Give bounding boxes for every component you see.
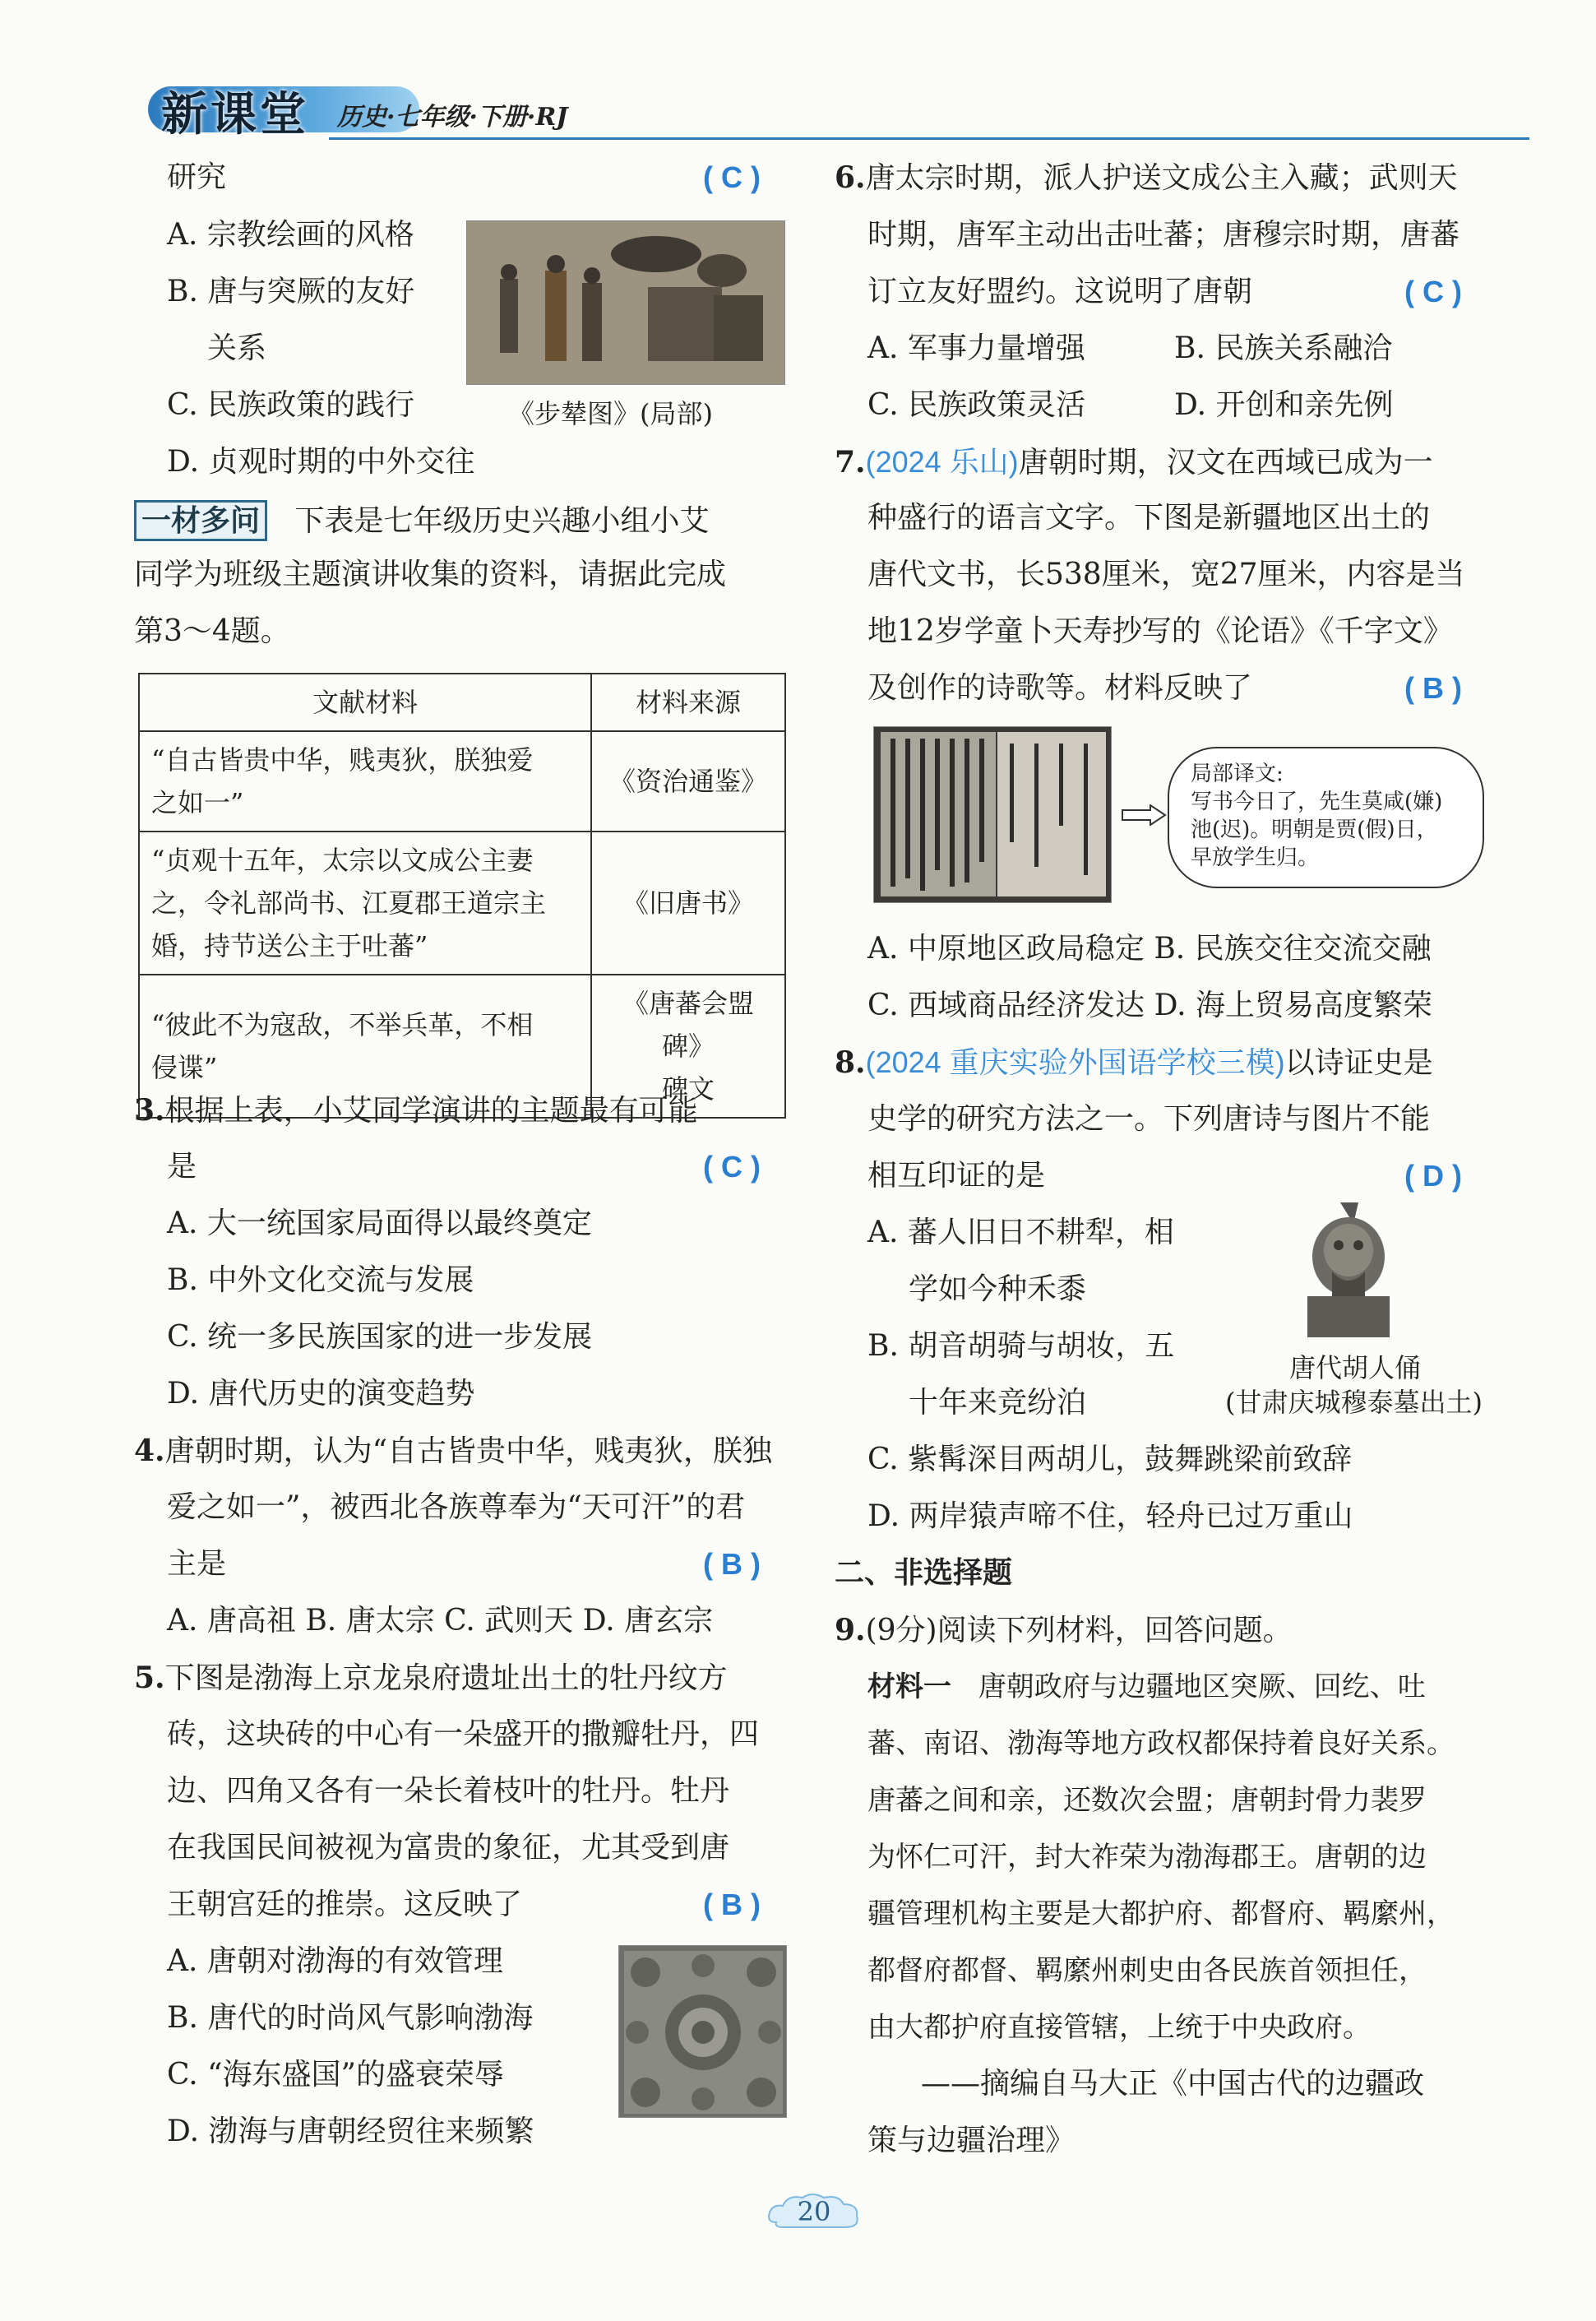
q9-material-line-4: 为怀仁可汗，封大祚荣为渤海郡王。唐朝的边 xyxy=(867,1841,1427,1874)
q5-number: 5. xyxy=(134,1661,165,1695)
cell-line: “自古皆贵中华，贱夷狄，朕独爱 xyxy=(151,744,534,776)
q3-line-1 xyxy=(134,1092,698,1129)
q9-material-line-3: 唐蕃之间和亲，还数次会盟；唐朝封骨力裴罗 xyxy=(867,1784,1427,1817)
q8-line-3: 相互印证的是 xyxy=(867,1159,1046,1193)
q3-number: 3. xyxy=(134,1093,165,1128)
q8-option-b-cont: 十年来竞纷泊 xyxy=(909,1386,1087,1420)
q8-option-a: A. 蕃人旧日不耕犁，相 xyxy=(867,1216,1174,1249)
q2-stem-tail: 研究 xyxy=(167,160,227,194)
q8-source: (2024 重庆实验外国语学校三模) xyxy=(865,1045,1285,1079)
source-table xyxy=(138,673,786,1119)
q9-number: 9. xyxy=(835,1613,866,1647)
q2-option-a: A. 宗教绘画的风格 xyxy=(167,218,414,252)
table-cell-source xyxy=(591,832,785,975)
q9-stem: (9分)阅读下列材料，回答问题。 xyxy=(865,1614,1293,1647)
header xyxy=(132,78,1529,144)
q2-option-b-cont: 关系 xyxy=(207,331,267,365)
q7-options-row-2: C. 西域商品经济发达 D. 海上贸易高度繁荣 xyxy=(867,989,1433,1022)
q5-text-1: 下图是渤海上京龙泉府遗址出土的牡丹纹方 xyxy=(164,1661,728,1695)
q5-line-4: 在我国民间被视为富贵的象征，尤其受到唐 xyxy=(167,1831,730,1865)
q7-line-2: 种盛行的语言文字。下图是新疆地区出土的 xyxy=(867,501,1431,535)
q3-option-d: D. 唐代历史的演变趋势 xyxy=(167,1377,475,1411)
cell-line: 侵谍” xyxy=(151,1052,218,1083)
q9-material-line-7: 由大都护府直接管辖，上统于中央政府。 xyxy=(867,2011,1371,2044)
peony-brick-image xyxy=(618,1945,787,2118)
page-number-badge xyxy=(765,2189,863,2235)
page-number: 20 xyxy=(797,2196,831,2227)
q6-option-a: A. 军事力量增强 xyxy=(867,331,1085,365)
arrow-right-icon xyxy=(1121,804,1167,826)
q3-option-c: C. 统一多民族国家的进一步发展 xyxy=(167,1320,593,1354)
q7-answer: ( B ) xyxy=(1404,671,1462,705)
material-text-1: 唐朝政府与边疆地区突厥、回纥、吐 xyxy=(978,1670,1426,1703)
q8-option-b: B. 胡音胡骑与胡妆，五 xyxy=(867,1329,1175,1363)
intro-line-3: 第3～4题。 xyxy=(134,614,290,648)
q6-option-d: D. 开创和亲先例 xyxy=(1174,388,1394,422)
q5-line-2: 砖，这块砖的中心有一朵盛开的撒瓣牡丹，四 xyxy=(167,1717,760,1751)
q5-line-5: 王朝宫廷的推崇。这反映了 xyxy=(167,1888,523,1921)
intro-line-1 xyxy=(134,500,709,541)
q5-line-1 xyxy=(134,1660,728,1697)
table-cell-text xyxy=(139,832,591,975)
q9-citation-2: 策与边疆治理》 xyxy=(867,2124,1076,2157)
cell-line: 《旧唐书》 xyxy=(622,887,754,919)
q3-text-1: 根据上表，小艾同学演讲的主题最有可能 xyxy=(164,1094,698,1128)
q7-line-1 xyxy=(835,444,1433,481)
q8-number: 8. xyxy=(835,1045,866,1080)
header-divider xyxy=(329,137,1529,140)
q8-answer: ( D ) xyxy=(1404,1159,1462,1193)
table-row xyxy=(139,832,785,975)
table-cell-source xyxy=(591,731,785,832)
table-cell-text xyxy=(139,731,591,832)
bunian-caption: 《步辇图》(局部) xyxy=(508,398,713,429)
q6-line-3: 订立友好盟约。这说明了唐朝 xyxy=(867,275,1253,308)
tang-document-image xyxy=(873,726,1112,903)
q5-line-3: 边、四角又各有一朵长着枝叶的牡丹。牡丹 xyxy=(167,1774,730,1808)
q9-line-1 xyxy=(835,1612,1293,1649)
q9-material-line-5: 疆管理机构主要是大都护府、都督府、羁縻州， xyxy=(867,1897,1455,1930)
intro-text-1: 下表是七年级历史兴趣小组小艾 xyxy=(294,504,710,538)
q5-option-a: A. 唐朝对渤海的有效管理 xyxy=(167,1944,503,1978)
table-header-material: 文献材料 xyxy=(139,674,591,731)
q3-option-a: A. 大一统国家局面得以最终奠定 xyxy=(167,1207,592,1240)
intro-line-2: 同学为班级主题演讲收集的资料，请据此完成 xyxy=(134,558,727,591)
q8-option-c: C. 紫髯深目两胡儿，鼓舞跳梁前致辞 xyxy=(867,1443,1353,1476)
bubble-line: 早放学生归。 xyxy=(1191,845,1320,870)
table-header-source: 材料来源 xyxy=(591,674,785,731)
q3-line-2: 是 xyxy=(167,1150,197,1184)
q6-text-1: 唐太宗时期，派人护送文成公主入藏；武则天 xyxy=(865,161,1458,195)
hu-figurine-image xyxy=(1283,1199,1414,1339)
q4-line-3: 主是 xyxy=(167,1547,227,1581)
q9-material-line-6: 都督府都督、羁縻州刺史由各民族首领担任， xyxy=(867,1954,1427,1987)
q2-option-b: B. 唐与突厥的友好 xyxy=(167,275,415,308)
logo-text: 新课堂 xyxy=(161,88,309,141)
table-header-row xyxy=(139,674,785,731)
q4-text-1: 唐朝时期，认为“自古皆贵中华，贱夷狄，朕独 xyxy=(164,1434,772,1468)
q7-line-3: 唐代文书，长538厘米，宽27厘米，内容是当 xyxy=(867,558,1465,591)
q9-citation-1: ——摘编自马大正《中国古代的边疆政 xyxy=(921,2067,1425,2101)
q5-answer: ( B ) xyxy=(703,1888,761,1921)
cell-line: “彼此不为寇敌，不举兵革，不相 xyxy=(151,1009,534,1040)
q6-number: 6. xyxy=(835,160,866,195)
bubble-line: 局部译文: xyxy=(1191,762,1284,786)
q5-option-c: C. “海东盛国”的盛衰荣辱 xyxy=(167,2058,504,2092)
q7-source: (2024 乐山) xyxy=(865,445,1019,479)
cell-line: 婚，持节送公主于吐蕃” xyxy=(151,930,428,961)
cell-line: 碑文 xyxy=(661,1073,715,1105)
q6-option-b: B. 民族关系融洽 xyxy=(1174,331,1393,365)
figurine-caption-1: 唐代胡人俑 xyxy=(1289,1352,1422,1383)
q4-answer: ( B ) xyxy=(703,1547,761,1581)
cell-line: 《资治通鉴》 xyxy=(608,766,767,797)
q4-line-2: 爱之如一”，被西北各族尊奉为“天可汗”的君 xyxy=(167,1490,746,1524)
q7-line-5: 及创作的诗歌等。材料反映了 xyxy=(867,671,1253,705)
q4-options: A. 唐高祖 B. 唐太宗 C. 武则天 D. 唐玄宗 xyxy=(167,1604,714,1638)
material-label: 材料一 xyxy=(867,1670,951,1703)
q3-answer: ( C ) xyxy=(703,1150,761,1184)
translation-bubble xyxy=(1168,747,1484,888)
q6-line-1 xyxy=(835,160,1458,197)
bubble-line: 池(迟)。明朝是贾(假)日， xyxy=(1191,818,1438,842)
cell-line: 之如一” xyxy=(151,787,244,818)
q2-answer: ( C ) xyxy=(703,160,761,194)
q4-line-1 xyxy=(134,1433,772,1470)
q5-option-d: D. 渤海与唐朝经贸往来频繁 xyxy=(167,2115,534,2148)
q3-option-b: B. 中外文化交流与发展 xyxy=(167,1263,474,1297)
q5-option-b: B. 唐代的时尚风气影响渤海 xyxy=(167,2001,534,2035)
q8-option-a-cont: 学如今种禾黍 xyxy=(909,1272,1087,1306)
yicai-duowen-tag: 一材多问 xyxy=(134,500,267,541)
q9-material-line-1 xyxy=(867,1669,1426,1705)
q7-number: 7. xyxy=(835,445,866,479)
table-row xyxy=(139,731,785,832)
q9-material-line-2: 蕃、南诏、渤海等地方政权都保持着良好关系。 xyxy=(867,1727,1455,1760)
bubble-line: 写书今日了，先生莫咸(嫌) xyxy=(1191,790,1443,814)
q2-option-c: C. 民族政策的践行 xyxy=(167,388,415,422)
section-heading: 二、非选择题 xyxy=(835,1556,1013,1590)
q6-answer: ( C ) xyxy=(1404,275,1462,308)
q8-text-1: 以诗证史是 xyxy=(1284,1046,1433,1080)
q6-option-c: C. 民族政策灵活 xyxy=(867,388,1086,422)
q2-option-d: D. 贞观时期的中外交往 xyxy=(167,445,475,479)
q4-number: 4. xyxy=(134,1434,165,1468)
q6-line-2: 时期，唐军主动出击吐蕃；唐穆宗时期，唐蕃 xyxy=(867,218,1460,252)
q8-line-1 xyxy=(835,1045,1433,1082)
bunian-painting-image xyxy=(466,220,785,385)
q7-text-1: 唐朝时期，汉文在西域已成为一 xyxy=(1018,446,1433,479)
q8-option-d: D. 两岸猿声啼不住，轻舟已过万重山 xyxy=(867,1499,1353,1533)
cell-line: 《唐蕃会盟碑》 xyxy=(622,988,754,1062)
q7-line-4: 地12岁学童卜天寿抄写的《论语》《千字文》 xyxy=(867,614,1453,648)
q7-options-row-1: A. 中原地区政局稳定 B. 民族交往交流交融 xyxy=(867,932,1432,966)
header-subject: 历史·七年级·下册·RJ xyxy=(337,103,568,132)
cell-line: “贞观十五年，太宗以文成公主妻 xyxy=(151,845,534,876)
cell-line: 之，令礼部尚书、江夏郡王道宗主 xyxy=(151,887,547,919)
figurine-caption-2: (甘肃庆城穆泰墓出土) xyxy=(1225,1387,1483,1418)
q8-line-2: 史学的研究方法之一。下列唐诗与图片不能 xyxy=(867,1102,1431,1136)
